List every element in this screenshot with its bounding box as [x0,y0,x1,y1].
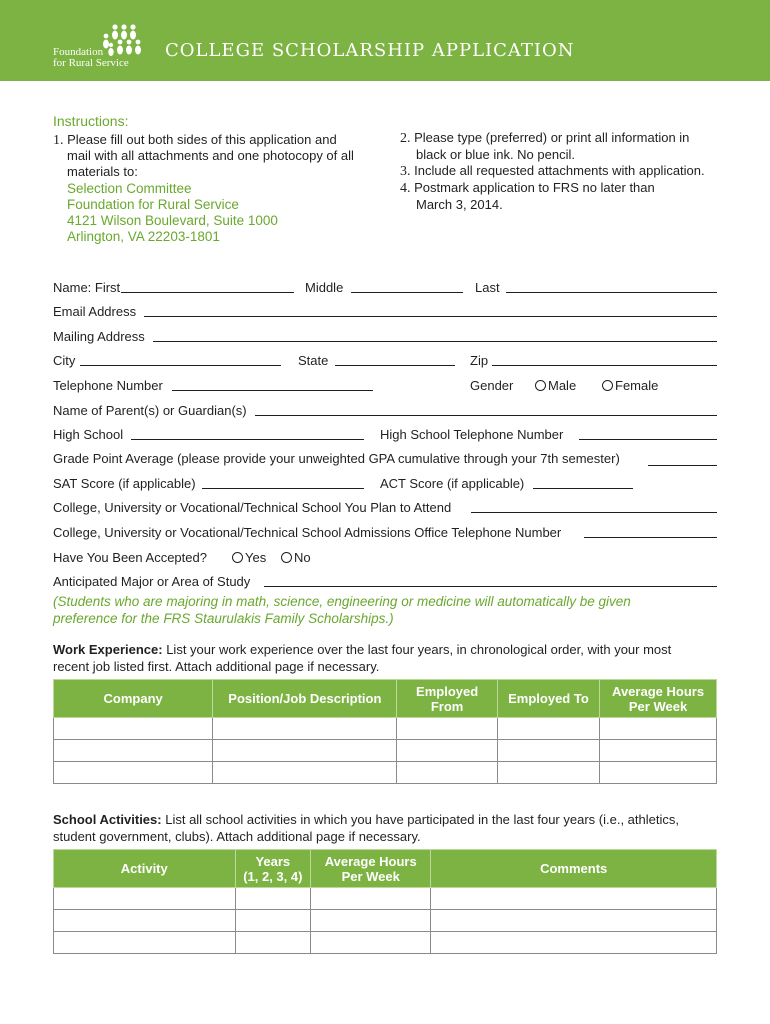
table-cell[interactable] [431,910,717,932]
table-cell[interactable] [600,740,717,762]
accepted-no-option[interactable] [281,550,311,565]
address-line: Selection Committee [67,181,192,196]
table-cell[interactable] [54,910,236,932]
email-label: Email Address [53,304,137,319]
school-intro-line: student government, clubs). Attach additional page if necessary. [53,829,421,844]
table-cell[interactable] [311,910,431,932]
header-line: Average Hours [324,853,417,869]
instruction-number: 2. [400,131,411,146]
header-line: Per Week [341,868,400,884]
gender-label: Gender [470,378,514,393]
school-intro-text: List all school activities in which you have participated in the last four years (i.e., athletics, [161,812,679,827]
table-cell[interactable] [54,888,236,910]
logo-line-2: for Rural Service [53,57,129,69]
mailing-address-block [67,181,278,245]
first-name-field[interactable] [121,292,294,293]
col-years [235,850,311,888]
table-cell[interactable] [397,740,497,762]
page-title: COLLEGE SCHOLARSHIP APPLICATION [165,40,575,61]
yes-label: Yes [245,550,267,565]
parents-field[interactable] [255,415,717,416]
col-employed-to: Employed To [497,680,599,718]
radio-icon [281,552,292,563]
school-activities-table [53,849,717,954]
middle-name-label: Middle [305,280,344,295]
instruction-line: black or blue ink. No pencil. [416,147,575,162]
act-label: ACT Score (if applicable) [380,476,525,491]
address-line: Foundation for Rural Service [67,197,239,212]
first-name-label: Name: First [53,280,121,295]
col-position: Position/Job Description [213,680,397,718]
city-field[interactable] [80,365,281,366]
instruction-item-1 [53,132,337,150]
no-label: No [294,550,311,565]
table-cell[interactable] [431,888,717,910]
header-banner [0,0,770,81]
college-phone-field[interactable] [584,537,717,538]
table-cell[interactable] [54,932,236,954]
table-cell[interactable] [600,762,717,784]
table-row [54,910,717,932]
header-line: From [430,698,464,714]
act-field[interactable] [533,488,633,489]
gpa-label: Grade Point Average (please provide your unweighted GPA cumulative through your 7th semester) [53,451,620,466]
major-field[interactable] [264,586,717,587]
address-line: 4121 Wilson Boulevard, Suite 1000 [67,213,278,228]
accepted-yes-option[interactable] [232,550,266,565]
major-label: Anticipated Major or Area of Study [53,574,251,589]
stem-preference-note [53,593,631,627]
telephone-label: Telephone Number [53,378,163,393]
last-name-field[interactable] [506,292,717,293]
instruction-number: 4. [400,181,411,196]
table-row [54,932,717,954]
school-activities-heading: School Activities: [53,812,162,827]
gender-female-option[interactable] [602,378,658,393]
col-company: Company [54,680,213,718]
college-label: College, University or Vocational/Technical School You Plan to Attend [53,500,452,515]
instruction-number: 1. [53,133,64,148]
instruction-line: Please type (preferred) or print all information in [414,130,690,145]
hs-phone-label: High School Telephone Number [380,427,564,442]
note-line: (Students who are majoring in math, science, engineering or medicine will automatically be given [53,594,631,609]
middle-name-field[interactable] [351,292,463,293]
high-school-label: High School [53,427,124,442]
work-experience-heading: Work Experience: [53,642,163,657]
school-intro-line [53,811,679,828]
table-cell[interactable] [397,718,497,740]
college-phone-label: College, University or Vocational/Technical School Admissions Office Telephone Number [53,525,562,540]
work-intro-text: List your work experience over the last four years, in chronological order, with your most [162,642,672,657]
female-label: Female [615,378,659,393]
table-row [54,740,717,762]
instruction-line: Include all requested attachments with application. [414,163,705,178]
work-experience-intro [53,641,671,675]
email-field[interactable] [144,316,717,317]
instruction-line: Postmark application to FRS no later than [414,180,655,195]
header-line: (1, 2, 3, 4) [243,868,303,884]
logo-line-1: Foundation [53,46,104,58]
col-average-hours [311,850,431,888]
table-cell[interactable] [54,740,213,762]
radio-icon [535,380,546,391]
table-header-row [54,850,717,888]
mailing-address-field[interactable] [153,341,717,342]
table-cell[interactable] [431,932,717,954]
table-cell[interactable] [497,718,599,740]
table-cell[interactable] [235,888,311,910]
last-name-label: Last [475,280,500,295]
col-average-hours [600,680,717,718]
logo-text [53,47,129,69]
table-row [54,718,717,740]
table-cell[interactable] [311,888,431,910]
gpa-field[interactable] [648,465,717,466]
table-header-row [54,680,717,718]
table-row [54,888,717,910]
table-cell[interactable] [213,718,397,740]
college-field[interactable] [471,512,717,513]
radio-icon [232,552,243,563]
accepted-label: Have You Been Accepted? [53,550,207,565]
parents-label: Name of Parent(s) or Guardian(s) [53,403,247,418]
instruction-item-2 [400,130,689,148]
header-line: Years [255,853,291,869]
header-line: Employed [416,683,479,699]
radio-icon [602,380,613,391]
table-cell[interactable] [54,718,213,740]
table-cell[interactable] [497,740,599,762]
table-cell[interactable] [213,762,397,784]
sat-field[interactable] [202,488,364,489]
instruction-item-4 [400,180,655,198]
instructions-heading: Instructions: [53,113,129,129]
sat-label: SAT Score (if applicable) [53,476,196,491]
instruction-number: 3. [400,164,411,179]
header-line: Average Hours [612,683,705,699]
zip-label: Zip [470,353,489,368]
instruction-line: materials to: [67,164,138,179]
table-cell[interactable] [213,740,397,762]
table-cell[interactable] [600,718,717,740]
table-cell[interactable] [54,762,213,784]
work-intro-line: recent job listed first. Attach additional page if necessary. [53,659,380,674]
col-activity: Activity [54,850,236,888]
high-school-field[interactable] [131,439,364,440]
col-comments: Comments [431,850,717,888]
instruction-line: mail with all attachments and one photocopy of all [67,148,354,163]
zip-field[interactable] [492,365,717,366]
work-intro-line [53,641,671,658]
hs-phone-field[interactable] [579,439,717,440]
telephone-field[interactable] [172,390,373,391]
gender-male-option[interactable] [535,378,576,393]
male-label: Male [548,378,577,393]
mailing-address-label: Mailing Address [53,329,145,344]
city-label: City [53,353,76,368]
note-line: preference for the FRS Staurulakis Family Scholarships.) [53,611,394,626]
state-label: State [298,353,329,368]
instruction-line: Please fill out both sides of this application and [67,132,337,147]
header-line: Per Week [628,698,688,714]
instruction-line: March 3, 2014. [416,197,503,212]
school-activities-intro [53,811,679,845]
address-line: Arlington, VA 22203-1801 [67,229,220,244]
table-row [54,762,717,784]
instruction-item-3 [400,163,705,181]
work-experience-table [53,679,717,784]
state-field[interactable] [335,365,455,366]
table-cell[interactable] [311,932,431,954]
table-cell[interactable] [397,762,497,784]
table-cell[interactable] [497,762,599,784]
table-cell[interactable] [235,910,311,932]
col-employed-from [397,680,497,718]
table-cell[interactable] [235,932,311,954]
